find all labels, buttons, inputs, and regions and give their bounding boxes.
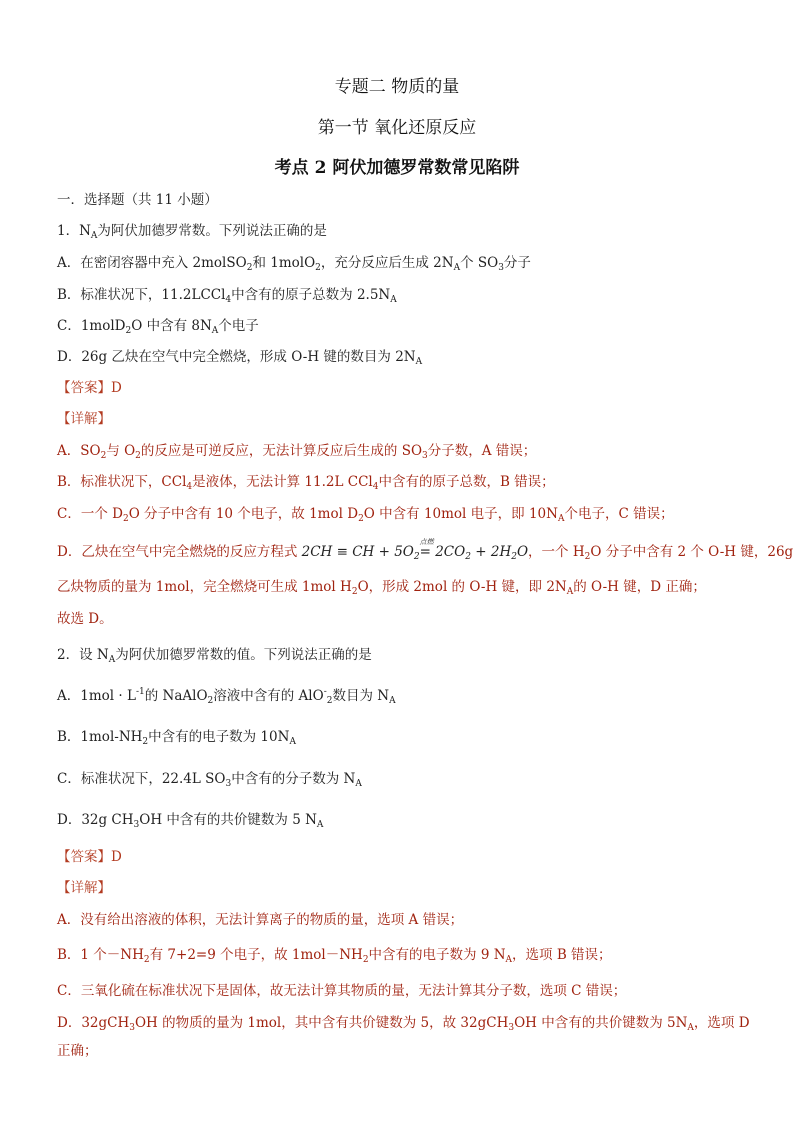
q2-option-b: B．$1mol-NH_2$中含有的电子数为 $10N_A$: [57, 729, 296, 747]
q2-answer: 【答案】D: [57, 849, 122, 865]
q1-explain-c: C．一个 $D_2O$ 分子中含有 10 个电子，故 1mol $D_2O$ 中含有 10mol 电子，即 $10N_A$个电子，C 错误；: [57, 506, 674, 524]
q1-option-d: D．26g 乙炔在空气中完全燃烧，形成 O-H 键的数目为 $2N_A$: [57, 349, 423, 367]
q1-explain-d: D．乙炔在空气中完全燃烧的反应方程式 2CH ≡ CH + $5O_2$ 点燃 = $2CO_2 + 2H_2O$，一个 $H_2O$ 分子中含有 2 个 O-H 键，26g: [57, 538, 794, 562]
q1-explain-b: B．标准状况下，CCl$_4$是液体，无法计算 11.2L CCl$_4$中含有的原子总数，B 错误；: [57, 474, 555, 492]
topic-title: 考点 2 阿伏加德罗常数常见陷阱: [274, 158, 520, 178]
q1-option-c: C．1molD$_2$O 中含有 $8N_A$个电子: [57, 318, 259, 336]
q2-stem: 2．设 $N_A$为阿伏加德罗常数的值。下列说法正确的是: [57, 647, 372, 665]
q1-option-b: B．标准状况下，11.2LCCl$_4$中含有的原子总数为 $2.5N_A$: [57, 287, 397, 305]
q1-answer: 【答案】D: [57, 380, 122, 396]
chapter-title: 专题二 物质的量: [334, 77, 460, 97]
q2-option-d: D．32g $CH_3OH$ 中含有的共价键数为 5 $N_A$: [57, 812, 324, 830]
q2-explain-b: B．1 个$-NH_2$有 7+2=9 个电子，故 $1mol-NH_2$中含有的电子数为 9 $N_A$，选项 B 错误；: [57, 947, 612, 965]
q2-explain-c: C．三氧化硫在标准状况下是固体，故无法计算其物质的量，无法计算其分子数，选项 C 错误；: [57, 983, 627, 999]
q2-option-a: A．$1mol \cdot L^{-1}$的 NaAlO$_2$溶液中含有的 AlO-$_2$数目为 $N_A$: [57, 687, 396, 706]
q1-detail-label: 【详解】: [57, 411, 111, 427]
q2-option-c: C．标准状况下，22.4L $SO_3$中含有的分子数为 $N_A$: [57, 771, 362, 789]
q1-option-a: A．在密闭容器中充入 2molSO$_2$和 1molO$_2$，充分反应后生成 $2N_A$个 $SO_3$分子: [57, 255, 531, 273]
section-title: 第一节 氧化还原反应: [317, 118, 477, 138]
section-heading: 一．选择题（共 11 小题）: [57, 192, 218, 208]
combustion-equation: 2CH ≡ CH + $5O_2$ 点燃 = $2CO_2 + 2H_2O$: [301, 538, 529, 562]
q1-explain-d-cont: 乙炔物质的量为 1mol，完全燃烧可生成 1mol $H_2O$，形成 2mol 的 O-H 键，即 $2N_A$的 O-H 键，D 正确；: [57, 579, 706, 597]
q2-explain-a: A．没有给出溶液的体积，无法计算离子的物质的量，选项 A 错误；: [57, 912, 464, 928]
q2-explain-d-cont: 正确；: [57, 1043, 98, 1059]
q1-conclusion: 故选 D。: [57, 611, 113, 627]
q2-explain-d: D．32gCH$_3$OH 的物质的量为 1mol，其中含有共价键数为 5，故 32gCH$_3$OH 中含有的共价键数为 $5N_A$，选项 D: [57, 1015, 750, 1033]
q2-detail-label: 【详解】: [57, 880, 111, 896]
q1-stem: 1．$N_A$为阿伏加德罗常数。下列说法正确的是: [57, 223, 327, 241]
q1-explain-a: A．$SO_2$与 $O_2$的反应是可逆反应，无法计算反应后生成的 $SO_3$分子数，A 错误；: [57, 443, 537, 461]
